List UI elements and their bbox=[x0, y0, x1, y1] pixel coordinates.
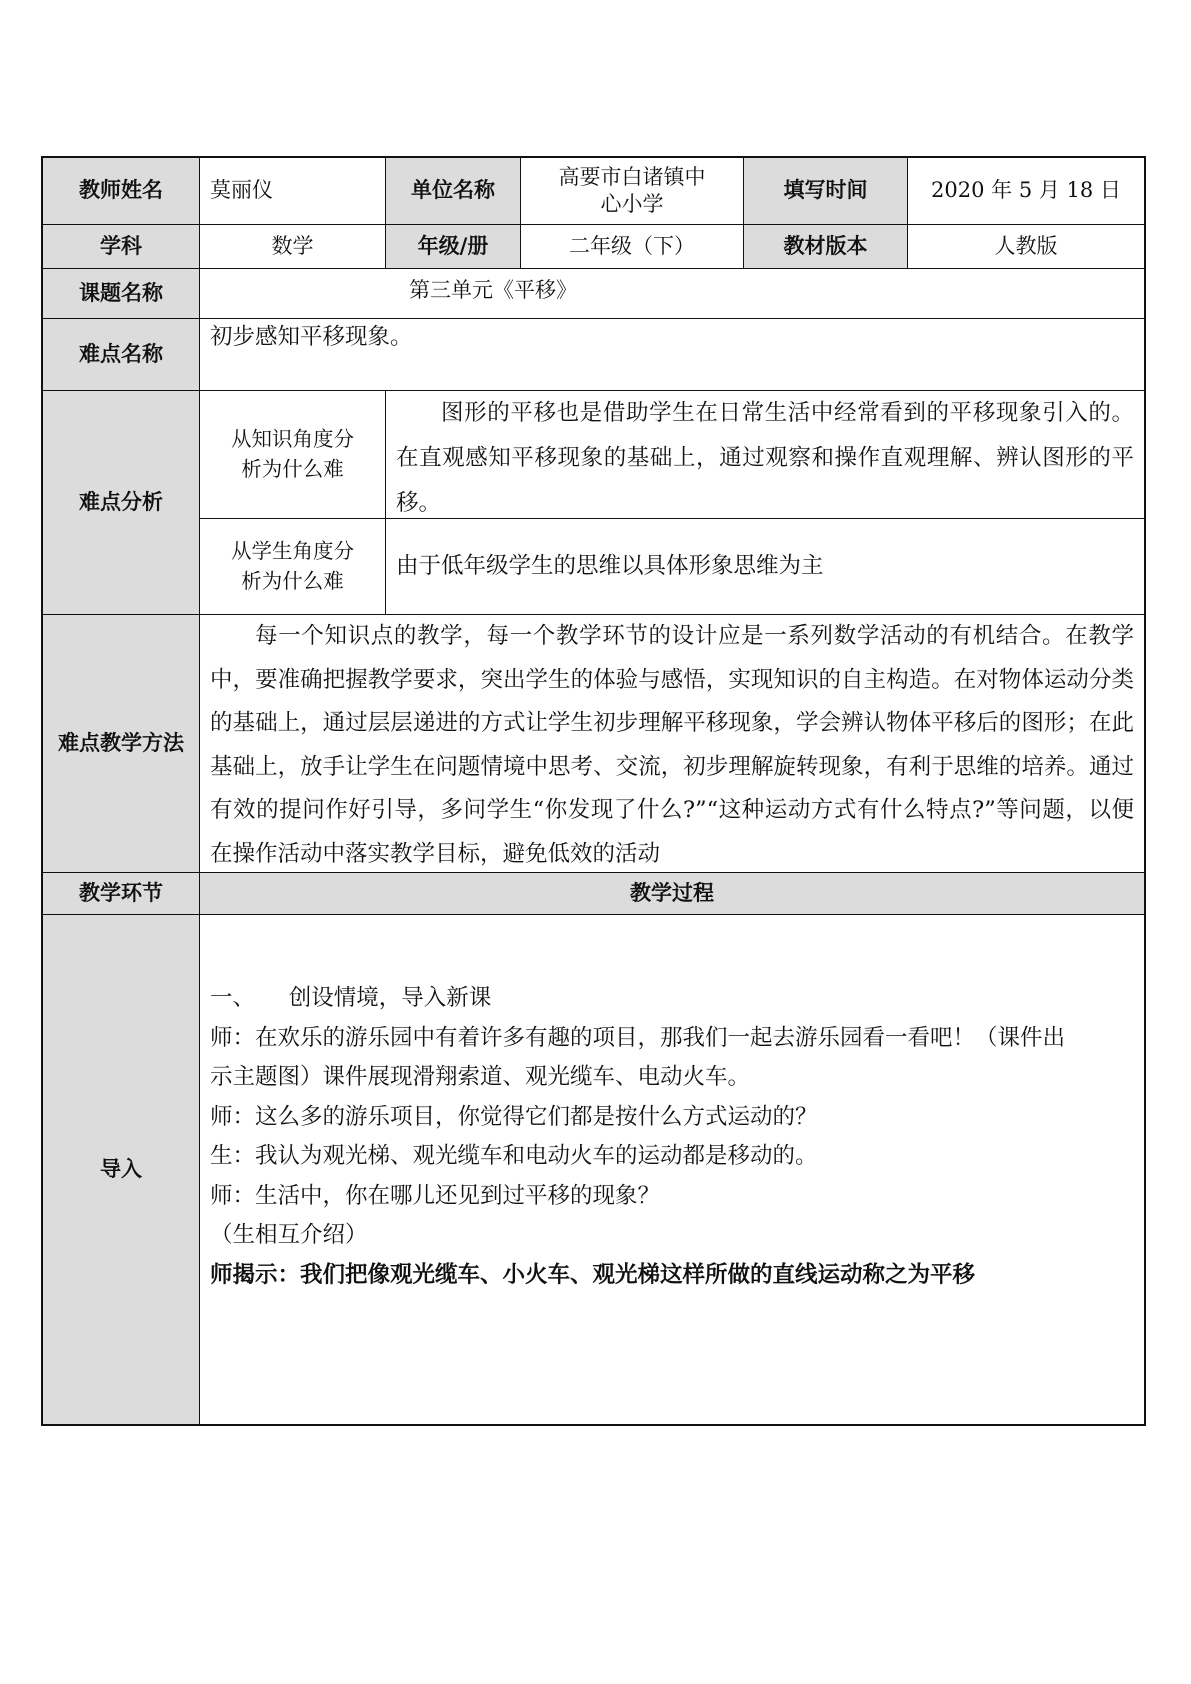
teaching-stage-header: 教学环节 bbox=[43, 872, 199, 914]
knowledge-analysis-value: 图形的平移也是借助学生在日常生活中经常看到的平移现象引入的。在直观感知平移现象的基础上，通过观察和操作直观理解、辨认图形的平移。 bbox=[385, 390, 1144, 518]
intro-line: 示主题图）课件展现滑翔索道、观光缆车、电动火车。 bbox=[210, 1064, 751, 1090]
intro-line: 师：在欢乐的游乐园中有着许多有趣的项目，那我们一起去游乐园看一看吧！（课件出 bbox=[210, 1024, 1066, 1051]
intro-line: 生：我认为观光梯、观光缆车和电动火车的运动都是移动的。 bbox=[210, 1143, 818, 1169]
edition-value: 人教版 bbox=[907, 224, 1144, 268]
unit-name-value: 高要市白诸镇中心小学 bbox=[520, 158, 743, 224]
method-value: 每一个知识点的教学，每一个教学环节的设计应是一系列数学活动的有机结合。在教学中，要准确把握教学要求，突出学生的体验与感悟，实现知识的自主构造。在对物体运动分类的基础上，通过层层递进的方式让学生初步理解平移现象，学会辨认物体平移后的图形；在此基础上，放手让学生在问题情境中思考、交流，初步理解旋转现象，有利于思维的培养。通过有效的提问作好引导，多问学生“你发现了什么?”“这种运动方式有什么特点?”等问题，以便在操作活动中落实教学目标，避免低效的活动 bbox=[199, 614, 1144, 872]
intro-line: 师：这么多的游乐项目，你觉得它们都是按什么方式运动的？ bbox=[210, 1103, 818, 1130]
student-analysis-label: 从学生角度分析为什么难 bbox=[199, 518, 385, 614]
unit-name-label: 单位名称 bbox=[385, 158, 520, 224]
lesson-plan-table bbox=[41, 156, 1146, 1426]
teaching-process-header: 教学过程 bbox=[199, 872, 1144, 914]
student-analysis-value: 由于低年级学生的思维以具体形象思维为主 bbox=[385, 518, 1144, 614]
difficulty-value: 初步感知平移现象。 bbox=[199, 318, 1144, 390]
teacher-name-label: 教师姓名 bbox=[43, 158, 199, 224]
edition-label: 教材版本 bbox=[743, 224, 907, 268]
intro-line: （生相互介绍） bbox=[210, 1222, 368, 1248]
intro-line: 一、 创设情境，导入新课 bbox=[210, 985, 492, 1011]
grade-label: 年级/册 bbox=[385, 224, 520, 268]
subject-value: 数学 bbox=[199, 224, 385, 268]
intro-content bbox=[199, 914, 1144, 1424]
grade-value: 二年级（下） bbox=[520, 224, 743, 268]
fill-date-label: 填写时间 bbox=[743, 158, 907, 224]
topic-label: 课题名称 bbox=[43, 268, 199, 318]
difficulty-label: 难点名称 bbox=[43, 318, 199, 390]
intro-line: 师：生活中，你在哪儿还见到过平移的现象？ bbox=[210, 1182, 661, 1209]
subject-label: 学科 bbox=[43, 224, 199, 268]
teacher-name-value: 莫丽仪 bbox=[199, 158, 385, 224]
topic-value: 第三单元《平移》 bbox=[199, 268, 1144, 318]
intro-label: 导入 bbox=[43, 914, 199, 1424]
method-label: 难点教学方法 bbox=[43, 614, 199, 872]
fill-date-value: 2020 年 5 月 18 日 bbox=[907, 158, 1144, 224]
analysis-label: 难点分析 bbox=[43, 390, 199, 614]
intro-reveal: 师揭示：我们把像观光缆车、小火车、观光梯这样所做的直线运动称之为平移 bbox=[210, 1261, 976, 1288]
knowledge-analysis-label: 从知识角度分析为什么难 bbox=[199, 390, 385, 518]
